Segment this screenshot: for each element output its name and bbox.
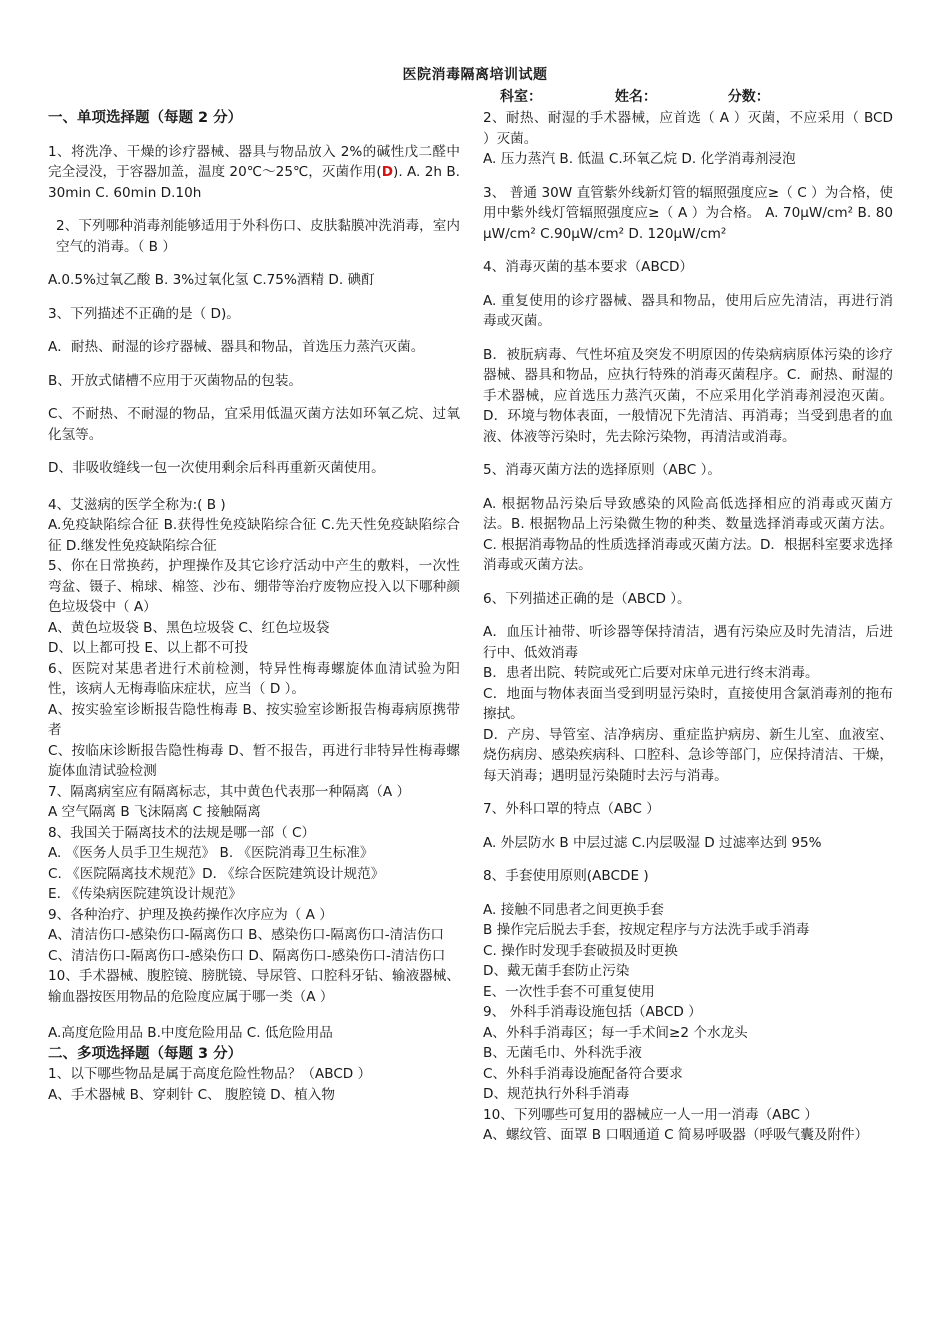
multi-question-4-option-a: A. 重复使用的诊疗器械、器具和物品，使用后应先清洁，再进行消毒或灭菌。 bbox=[483, 292, 893, 329]
multi-question-9-option-b: B、无菌毛巾、外科洗手液 bbox=[483, 1045, 642, 1061]
multi-question-10-options: A、螺纹管、面罩 B 口咽通道 C 简易呼吸器（呼吸气囊及附件） bbox=[483, 1127, 869, 1143]
question-8-options-ab: A. 《医务人员手卫生规范》 B. 《医院消毒卫生标准》 bbox=[48, 845, 374, 861]
multi-question-6-option-b: B．患者出院、转院或死亡后要对床单元进行终末消毒。 bbox=[483, 665, 819, 681]
question-2: 2、下列哪种消毒剂能够适用于外科伤口、皮肤黏膜冲洗消毒，室内空气的消毒。（ B ） bbox=[56, 218, 460, 255]
question-8-options-e: E. 《传染病医院建筑设计规范》 bbox=[48, 886, 242, 902]
question-4-options: A.免疫缺陷综合征 B.获得性免疫缺陷综合征 C.先天性免疫缺陷综合征 D.继发性免疫缺陷综合征 bbox=[48, 517, 460, 554]
multi-question-9-option-c: C、外科手消毒设施配备符合要求 bbox=[483, 1065, 683, 1082]
right-column bbox=[483, 108, 893, 1146]
multi-question-6-option-d: D．产房、导管室、洁净病房、重症监护病房、新生儿室、血液室、烧伤病房、感染疾病科、口腔科、急诊等部门，应保持清洁、干燥，每天消毒；遇明显污染随时去污与消毒。 bbox=[483, 726, 893, 784]
multi-question-6-option-c: C．地面与物体表面当受到明显污染时，直接使用含氯消毒剂的拖布擦拭。 bbox=[483, 685, 893, 722]
multi-question-2: 2、耐热、耐湿的手术器械，应首选（ A ）灭菌，不应采用（ BCD ）灭菌。 bbox=[483, 110, 893, 147]
multi-question-8-option-a: A. 接触不同患者之间更换手套 bbox=[483, 901, 664, 918]
question-1 bbox=[48, 142, 460, 204]
multi-question-3: 3、 普通 30W 直管紫外线新灯管的辐照强度应≥（ C ）为合格，使用中紫外线灯管辐照强度应≥（ A ）为合格。 A. 70μW/cm² B. 80μW/cm² C.90μW/cm² D. 120μW/cm² bbox=[483, 184, 893, 242]
multi-question-6-option-a: A．血压计袖带、听诊器等保持清洁，遇有污染应及时先清洁，后进行中、低效消毒 bbox=[483, 624, 893, 661]
left-column bbox=[48, 108, 460, 1105]
multi-question-10: 10、下列哪些可复用的器械应一人一用一消毒（ABC ） bbox=[483, 1106, 818, 1123]
question-1-text: 1、将洗净、干燥的诊疗器械、器具与物品放入 2%的碱性戊二醛中完全浸没，于容器加盖，温度 20℃～25℃，灭菌作用( bbox=[48, 143, 460, 180]
multi-question-1-options: A、手术器械 B、穿刺针 C、 腹腔镜 D、植入物 bbox=[48, 1086, 335, 1103]
page-title: 医院消毒隔离培训试题 bbox=[402, 67, 548, 83]
question-10-options: A.高度危险用品 B.中度危险用品 C. 低危险用品 bbox=[48, 1025, 333, 1041]
multi-question-8-option-c: C. 操作时发现手套破损及时更换 bbox=[483, 942, 678, 959]
question-3-option-c: C、不耐热、不耐湿的物品，宜采用低温灭菌方法如环氧乙烷、过氧化氢等。 bbox=[48, 406, 460, 443]
multi-question-8-option-b: B 操作完后脱去手套，按规定程序与方法洗手或手消毒 bbox=[483, 922, 810, 938]
multi-question-9-option-a: A、外科手消毒区；每一手术间≥2 个水龙头 bbox=[483, 1024, 748, 1041]
question-9: 9、各种治疗、护理及换药操作次序应为（ A ） bbox=[48, 906, 333, 923]
question-6-options-ab: A、按实验室诊断报告隐性梅毒 B、按实验室诊断报告梅毒病原携带者 bbox=[48, 701, 460, 738]
question-9-options-cd: C、清洁伤口-隔离伤口-感染伤口 D、隔离伤口-感染伤口-清洁伤口 bbox=[48, 947, 446, 964]
multi-question-5: 5、消毒灭菌方法的选择原则（ABC ）。 bbox=[483, 462, 721, 478]
score-field-label: 分数： bbox=[727, 89, 770, 105]
exam-header-fields bbox=[500, 86, 770, 106]
question-5-options-b: D、以上都可投 E、以上都不可投 bbox=[48, 640, 249, 656]
multi-question-7-options: A. 外层防水 B 中层过滤 C.内层吸湿 D 过滤率达到 95% bbox=[483, 834, 822, 851]
question-4: 4、艾滋病的医学全称为:( B ) bbox=[48, 496, 226, 513]
multi-question-1: 1、以下哪些物品是属于高度危险性物品？（ABCD ） bbox=[48, 1066, 372, 1082]
question-6: 6、医院对某患者进行术前检测，特异性梅毒螺旋体血清试验为阳性，该病人无梅毒临床症状，应当（ D ）。 bbox=[48, 660, 460, 697]
question-8-options-cd: C. 《医院隔离技术规范》D. 《综合医院建筑设计规范》 bbox=[48, 865, 385, 882]
question-8: 8、我国关于隔离技术的法规是哪一部（ C） bbox=[48, 824, 316, 841]
multi-question-9-option-d: D、规范执行外科手消毒 bbox=[483, 1086, 630, 1102]
question-5-options-a: A、黄色垃圾袋 B、黑色垃圾袋 C、红色垃圾袋 bbox=[48, 619, 330, 636]
multi-question-8: 8、手套使用原则(ABCDE ) bbox=[483, 868, 649, 884]
question-1-options: ). A. 2h B. 30min C. 60min D.10h bbox=[48, 164, 460, 201]
multi-question-9: 9、 外科手消毒设施包括（ABCD ） bbox=[483, 1004, 702, 1020]
multi-question-4: 4、消毒灭菌的基本要求（ABCD） bbox=[483, 259, 694, 275]
question-3-option-a: A．耐热、耐湿的诊疗器械、器具和物品，首选压力蒸汽灭菌。 bbox=[48, 339, 425, 355]
multi-question-8-option-e: E、一次性手套不可重复使用 bbox=[483, 983, 655, 1000]
multi-question-6: 6、下列描述正确的是（ABCD ）。 bbox=[483, 590, 691, 607]
question-7: 7、隔离病室应有隔离标志，其中黄色代表那一种隔离（A ） bbox=[48, 783, 411, 800]
dept-field-label: 科室： bbox=[500, 89, 542, 105]
question-3: 3、下列描述不正确的是（ D)。 bbox=[48, 305, 240, 322]
section-heading-single-choice: 一、单项选择题（每题 2 分） bbox=[48, 110, 243, 126]
question-10: 10、手术器械、腹腔镜、膀胱镜、导尿管、口腔科牙钻、输液器械、输血器按医用物品的危险度应属于哪一类（A ） bbox=[48, 968, 460, 1005]
multi-question-5-options: A. 根据物品污染后导致感染的风险高低选择相应的消毒或灭菌方法。B. 根据物品上污染微生物的种类、数量选择消毒或灭菌方法。C. 根据消毒物品的性质选择消毒或灭菌方法。D．根据科室要求选择消毒或灭菌方法。 bbox=[483, 495, 893, 573]
multi-question-2-options: A. 压力蒸汽 B. 低温 C.环氧乙烷 D. 化学消毒剂浸泡 bbox=[483, 151, 796, 167]
multi-question-8-option-d: D、戴无菌手套防止污染 bbox=[483, 963, 630, 979]
question-3-option-b: B、开放式储槽不应用于灭菌物品的包装。 bbox=[48, 372, 303, 389]
question-2-options: A.0.5%过氧乙酸 B. 3%过氧化氢 C.75%酒精 D. 碘酊 bbox=[48, 272, 375, 288]
question-1-answer: D bbox=[381, 164, 394, 180]
multi-question-4-options-bcd: B．被朊病毒、气性坏疽及突发不明原因的传染病病原体污染的诊疗器械、器具和物品，应执行特殊的消毒灭菌程序。C．耐热、耐湿的手术器械，应首选压力蒸汽灭菌，不应采用化学消毒剂浸泡灭菌。D．环境与物体表面，一般情况下先清洁、再消毒；当受到患者的血液、体液等污染时，先去除污染物，再清洁或消毒。 bbox=[483, 346, 893, 445]
question-9-options-ab: A、清洁伤口-感染伤口-隔离伤口 B、感染伤口-隔离伤口-清洁伤口 bbox=[48, 927, 445, 943]
question-7-options: A 空气隔离 B 飞沫隔离 C 接触隔离 bbox=[48, 804, 261, 820]
multi-question-7: 7、外科口罩的特点（ABC ） bbox=[483, 801, 660, 817]
question-3-option-d: D、非吸收缝线一包一次使用剩余后科再重新灭菌使用。 bbox=[48, 460, 385, 476]
name-field-label: 姓名： bbox=[614, 89, 657, 105]
section-heading-multi-choice: 二、多项选择题（每题 3 分） bbox=[48, 1045, 243, 1062]
question-6-options-cd: C、按临床诊断报告隐性梅毒 D、暂不报告，再进行非特异性梅毒螺旋体血清试验检测 bbox=[48, 742, 460, 779]
question-5: 5、你在日常换药，护理操作及其它诊疗活动中产生的敷料，一次性弯盆、镊子、棉球、棉签、沙布、绷带等治疗废物应投入以下哪种颜色垃圾袋中（ A） bbox=[48, 558, 460, 615]
